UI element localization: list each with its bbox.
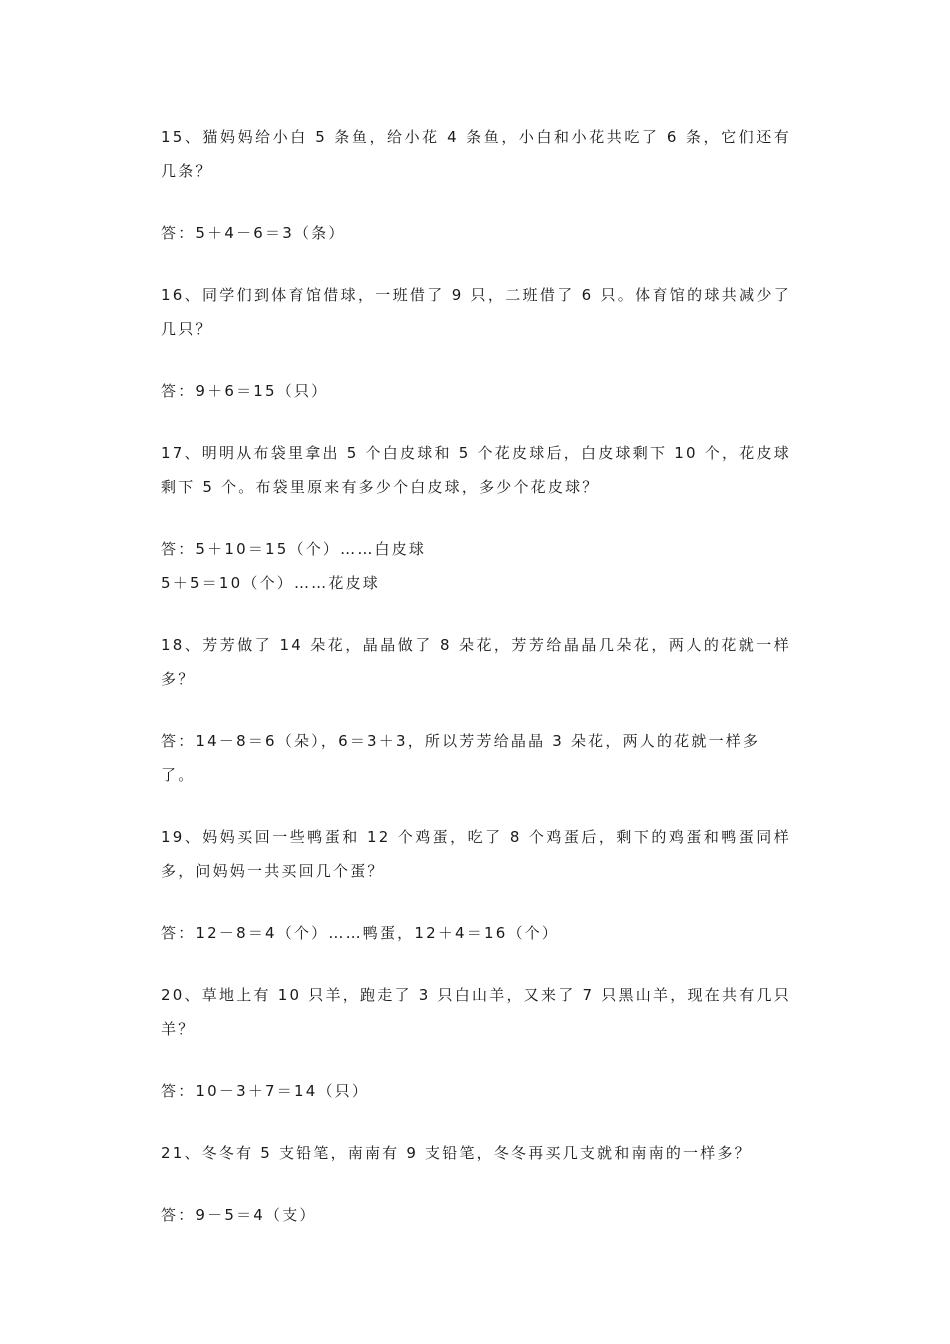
answer-21	[161, 1198, 791, 1232]
question-18: 18、芳芳做了 14 朵花，晶晶做了 8 朵花，芳芳给晶晶几朵花，两人的花就一样多？	[161, 636, 791, 688]
question-15: 15、猫妈妈给小白 5 条鱼，给小花 4 条鱼，小白和小花共吃了 6 条，它们还有几条？	[161, 128, 791, 180]
answer-17	[161, 532, 791, 600]
answer-20-line-1: 答：10－3＋7＝14（只）	[161, 1082, 370, 1100]
question-16: 16、同学们到体育馆借球，一班借了 9 只，二班借了 6 只。体育馆的球共减少了几只？	[161, 286, 791, 338]
answer-19-line-1: 答：12－8＝4（个）……鸭蛋，12＋4＝16（个）	[161, 924, 560, 942]
answer-18-line-1: 答：14－8＝6（朵），6＝3＋3，所以芳芳给晶晶 3 朵花，两人的花就一样多了。	[161, 732, 761, 784]
question-21: 21、冬冬有 5 支铅笔，南南有 9 支铅笔，冬冬再买几支就和南南的一样多？	[161, 1144, 752, 1162]
answer-19	[161, 916, 791, 950]
answer-17-line-2: 5＋5＝10（个）……花皮球	[161, 574, 380, 592]
answer-17-line-1: 答：5＋10＝15（个）……白皮球	[161, 540, 427, 558]
answer-16-line-1: 答：9＋6＝15（只）	[161, 382, 329, 400]
question-17: 17、明明从布袋里拿出 5 个白皮球和 5 个花皮球后，白皮球剩下 10 个，花皮球剩下 5 个。布袋里原来有多少个白皮球，多少个花皮球？	[161, 444, 791, 496]
answer-16	[161, 374, 791, 408]
answer-18	[161, 724, 791, 792]
answer-21-line-1: 答：9－5＝4（支）	[161, 1206, 317, 1224]
document-content	[161, 120, 791, 1232]
answer-15-line-1: 答：5＋4－6＝3（条）	[161, 224, 346, 242]
question-19: 19、妈妈买回一些鸭蛋和 12 个鸡蛋，吃了 8 个鸡蛋后，剩下的鸡蛋和鸭蛋同样多，问妈妈一共买回几个蛋？	[161, 828, 791, 880]
question-20: 20、草地上有 10 只羊，跑走了 3 只白山羊，又来了 7 只黑山羊，现在共有几只羊？	[161, 986, 791, 1038]
answer-15	[161, 216, 791, 250]
answer-20	[161, 1074, 791, 1108]
